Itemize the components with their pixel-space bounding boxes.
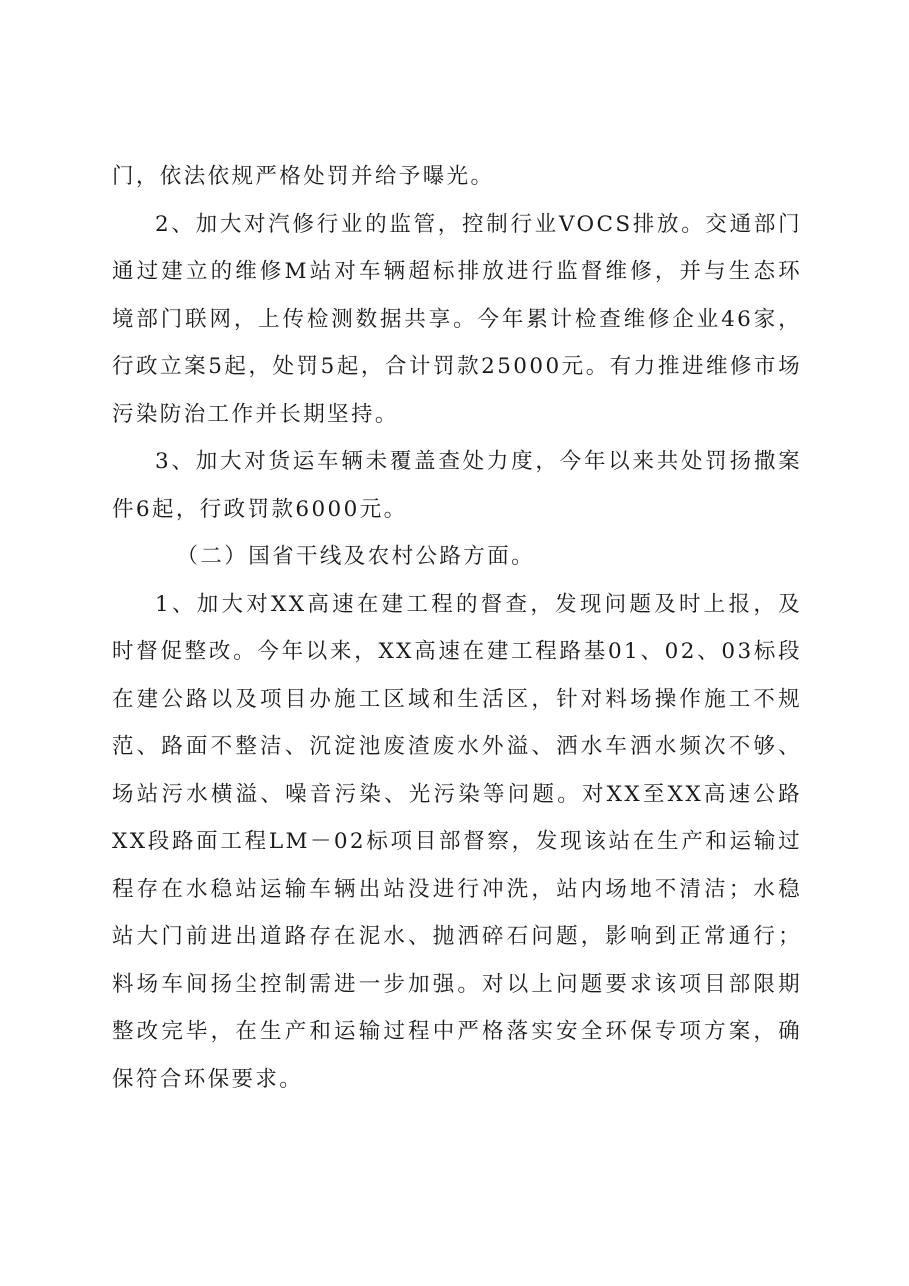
paragraph-continuation: 门，依法依规严格处罚并给予曝光。 (112, 164, 495, 189)
section-heading: （二）国省干线及农村公路方面。 (176, 544, 536, 569)
document-body (112, 153, 802, 1103)
paragraph-item-1: 1、加大对XX高速在建工程的督查，发现问题及时上报，及时督促整改。今年以来，XX高速在建工程路基01、02、03标段在建公路以及项目办施工区域和生活区，针对料场操作施工不规范、路面不整洁、沉淀池废渣废水外溢、洒水车洒水频次不够、场站污水横溢、噪音污染、光污染等问题。对XX至XX高速公路XX段路面工程LM－02标项目部督察，发现该站在生产和运输过程存在水稳站运输车辆出站没进行冲洗，站内场地不清洁；水稳站大门前进出道路存在泥水、抛洒碎石问题，影响到正常通行；料场车间扬尘控制需进一步加强。对以上问题要求该项目部限期整改完毕，在生产和运输过程中严格落实安全环保专项方案，确保符合环保要求。 (112, 591, 802, 1092)
paragraph-item-3: 3、加大对货运车辆未覆盖查处力度，今年以来共处罚扬撒案件6起，行政罚款6000元。 (112, 449, 802, 522)
paragraph-item-2: 2、加大对汽修行业的监管，控制行业VOCS排放。交通部门通过建立的维修M站对车辆超标排放进行监督维修，并与生态环境部门联网，上传检测数据共享。今年累计检查维修企业46家，行政立案5起，处罚5起，合计罚款25000元。有力推进维修市场污染防治工作并长期坚持。 (112, 211, 802, 427)
